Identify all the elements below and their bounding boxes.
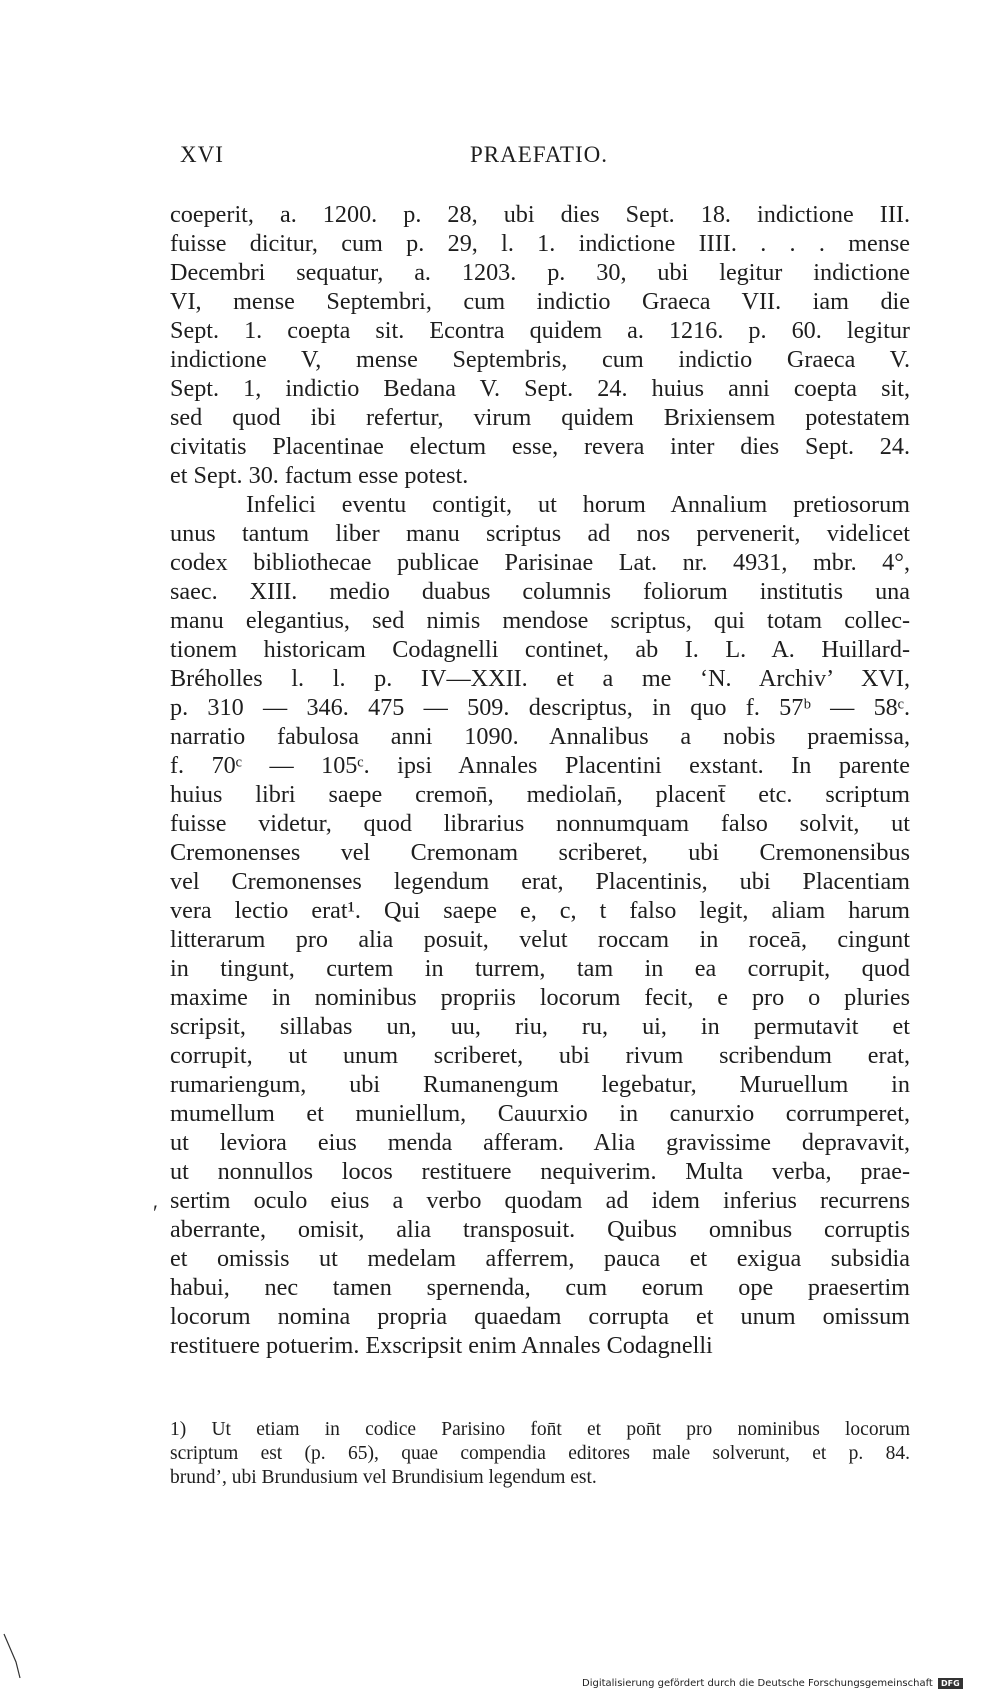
running-title: PRAEFATIO.	[470, 142, 609, 167]
body-line: maxime in nominibus propriis locorum fecit, e pro o pluries	[170, 984, 910, 1011]
body-line: vera lectio erat¹. Qui saepe e, c, t falso legit, aliam harum	[170, 897, 910, 924]
body-line: in tingunt, curtem in turrem, tam in ea corrupit, quod	[170, 955, 910, 982]
body-line: sertim oculo eius a verbo quodam ad idem inferius recurrens	[170, 1187, 910, 1214]
body-line: aberrante, omisit, alia transposuit. Quibus omnibus corruptis	[170, 1216, 910, 1243]
body-line: saec. XIII. medio duabus columnis foliorum institutis una	[170, 578, 910, 605]
body-text	[170, 200, 910, 1360]
body-line: codex bibliothecae publicae Parisinae Lat. nr. 4931, mbr. 4°,	[170, 549, 910, 576]
credit-text: Digitalisierung gefördert durch die Deutsche Forschungsgemeinschaft	[582, 1678, 933, 1689]
body-line: tionem historicam Codagnelli continet, ab I. L. A. Huillard-	[170, 636, 910, 663]
body-line: Infelici eventu contigit, ut horum Annalium pretiosorum	[246, 491, 910, 518]
body-line: corrupit, ut unum scriberet, ubi rivum scribendum erat,	[170, 1042, 910, 1069]
footnote-line: scriptum est (p. 65), quae compendia editores male solverunt, et p. 84.	[170, 1443, 910, 1464]
digitization-credit	[582, 1678, 963, 1692]
dfg-logo: DFG	[938, 1678, 963, 1689]
body-line: ut leviora eius menda afferam. Alia gravissime depravavit,	[170, 1129, 910, 1156]
body-line: narratio fabulosa anni 1090. Annalibus a nobis praemissa,	[170, 723, 910, 750]
body-line: Decembri sequatur, a. 1203. p. 30, ubi legitur indictione	[170, 259, 910, 286]
body-line: rumariengum, ubi Rumanengum legebatur, Muruellum in	[170, 1071, 910, 1098]
body-line: coeperit, a. 1200. p. 28, ubi dies Sept. 18. indictione III.	[170, 201, 910, 228]
body-line: sed quod ibi refertur, virum quidem Brixiensem potestatem	[170, 404, 910, 431]
body-line: Sept. 1. coepta sit. Econtra quidem a. 1216. p. 60. legitur	[170, 317, 910, 344]
body-line: civitatis Placentinae electum esse, revera inter dies Sept. 24.	[170, 433, 910, 460]
body-line: fuisse dicitur, cum p. 29, l. 1. indictione IIII. . . . mense	[170, 230, 910, 257]
body-line: fuisse videtur, quod librarius nonnumquam falso solvit, ut	[170, 810, 910, 837]
margin-mark: ′	[153, 1200, 158, 1225]
footnote-line: brund’, ubi Brundusium vel Brundisium legendum est.	[170, 1467, 597, 1488]
body-line: unus tantum liber manu scriptus ad nos pervenerit, videlicet	[170, 520, 910, 547]
body-line: Cremonenses vel Cremonam scriberet, ubi Cremonensibus	[170, 839, 910, 866]
body-line: scripsit, sillabas un, uu, riu, ru, ui, in permutavit et	[170, 1013, 910, 1040]
body-line: manu elegantius, sed nimis mendose scriptus, qui totam collec-	[170, 607, 910, 634]
scan-edge-mark	[2, 1632, 22, 1680]
footnotes	[170, 1418, 910, 1490]
body-line: et Sept. 30. factum esse potest.	[170, 462, 469, 489]
body-line: litterarum pro alia posuit, velut roccam in roceā, cingunt	[170, 926, 910, 953]
body-line: et omissis ut medelam afferrem, pauca et exigua subsidia	[170, 1245, 910, 1272]
body-line: p. 310 — 346. 475 — 509. descriptus, in quo f. 57ᵇ — 58ᶜ.	[170, 694, 910, 721]
body-line: vel Cremonenses legendum erat, Placentinis, ubi Placentiam	[170, 868, 910, 895]
body-line: Bréholles l. l. p. IV—XXII. et a me ‘N. Archiv’ XVI,	[170, 665, 910, 692]
body-line: habui, nec tamen spernenda, cum eorum ope praesertim	[170, 1274, 910, 1301]
body-line: indictione V, mense Septembris, cum indictio Graeca V.	[170, 346, 910, 373]
body-line: ut nonnullos locos restituere nequiverim. Multa verba, prae-	[170, 1158, 910, 1185]
body-line: Sept. 1, indictio Bedana V. Sept. 24. huius anni coepta sit,	[170, 375, 910, 402]
footnote-line: 1) Ut etiam in codice Parisino fon̄t et pon̄t pro nominibus locorum	[170, 1419, 910, 1440]
body-line: VI, mense Septembri, cum indictio Graeca VII. iam die	[170, 288, 910, 315]
body-line: restituere potuerim. Exscripsit enim Annales Codagnelli	[170, 1332, 713, 1359]
page-number: XVI	[180, 142, 224, 167]
body-line: f. 70ᶜ — 105ᶜ. ipsi Annales Placentini exstant. In parente	[170, 752, 910, 779]
body-line: locorum nomina propria quaedam corrupta et unum omissum	[170, 1303, 910, 1330]
running-header	[170, 142, 910, 172]
body-line: huius libri saepe cremon̄, mediolan̄, placent̄ etc. scriptum	[170, 781, 910, 808]
body-line: mumellum et muniellum, Cauurxio in canurxio corrumperet,	[170, 1100, 910, 1127]
